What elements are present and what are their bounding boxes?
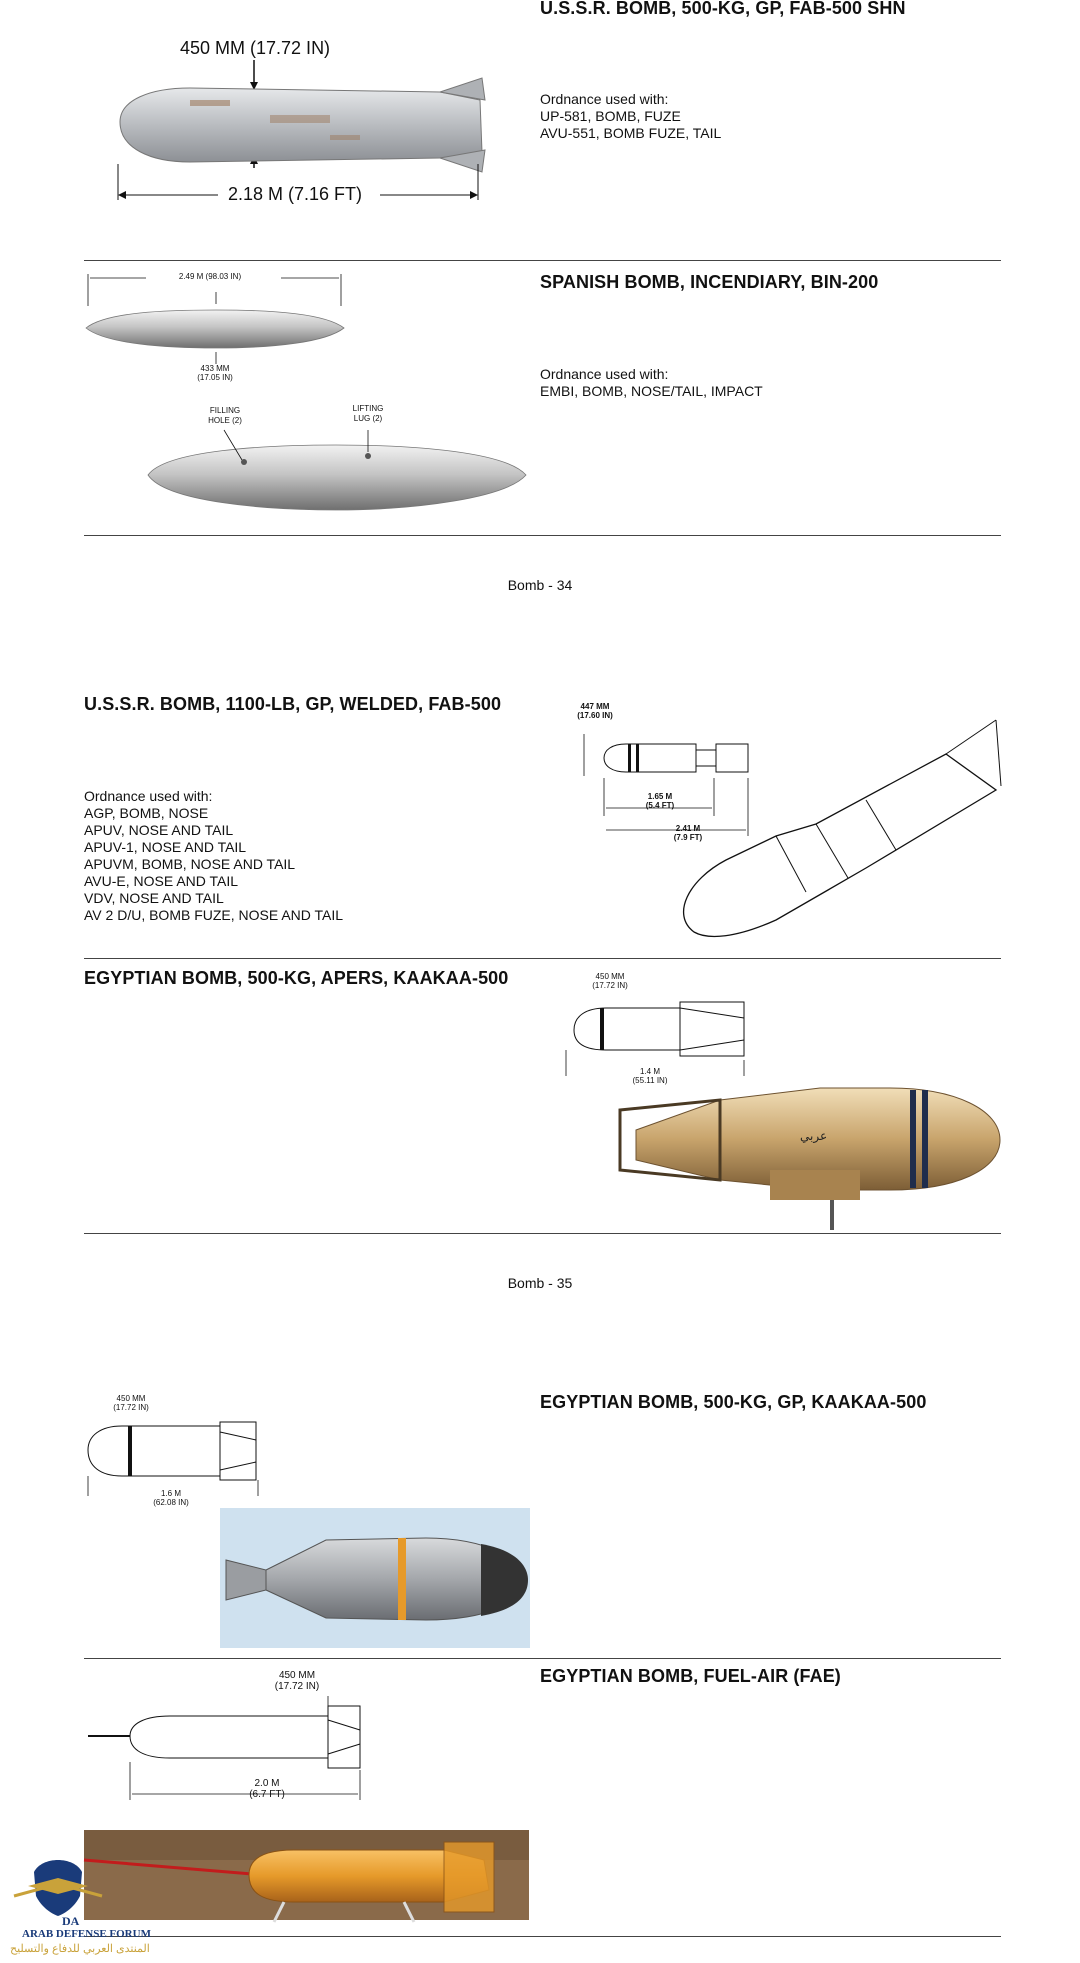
- ordnance-item: AVU-551, BOMB FUZE, TAIL: [540, 125, 722, 141]
- kaakaa500gp-drawing: [86, 1410, 536, 1650]
- bin200-lifting-label-2: LUG (2): [353, 414, 383, 423]
- kaakaa500gp-diameter-1: 450 MM: [116, 1394, 146, 1403]
- section-divider: [84, 1658, 1001, 1659]
- fab500welded-len-a-2: (5.4 FT): [645, 801, 675, 810]
- kaakaa500apers-drawing: [560, 990, 1010, 1230]
- fab500welded-len-b-2: (7.9 FT): [673, 833, 703, 842]
- bin200-diameter-label-2: (17.05 IN): [197, 373, 233, 382]
- fab500shn-photo: [110, 60, 490, 210]
- ordnance-heading: Ordnance used with:: [540, 366, 669, 382]
- fab500welded-diameter-2: (17.60 IN): [577, 711, 613, 720]
- kaakaa500apers-length-1: 1.4 M: [639, 1067, 660, 1076]
- ordnance-heading: Ordnance used with:: [84, 788, 213, 804]
- ordnance-item: UP-581, BOMB, FUZE: [540, 108, 681, 124]
- kaakaa500gp-diameter-2: (17.72 IN): [113, 1403, 149, 1412]
- svg-text:‏عربي‏: ‏عربي‏: [800, 1129, 828, 1143]
- ordnance-item: APUV-1, NOSE AND TAIL: [84, 839, 247, 855]
- section-divider: [84, 958, 1001, 959]
- ordnance-item: AV 2 D/U, BOMB FUZE, NOSE AND TAIL: [84, 907, 344, 923]
- fab500welded-len-a-1: 1.65 M: [647, 792, 673, 801]
- fab500shn-ordnance: [540, 91, 721, 142]
- bin200-ordnance: [540, 366, 763, 400]
- fab500welded-drawing: [576, 720, 1006, 940]
- fab500shn-length-label: 2.18 M (7.16 FT): [228, 184, 363, 204]
- fae-diameter-2: (17.72 IN): [274, 1681, 320, 1692]
- page-number: Bomb - 35: [507, 1275, 573, 1291]
- forum-logo-name: ARAB DEFENSE FORUM: [22, 1928, 151, 1940]
- section-divider: [84, 260, 1001, 261]
- ordnance-item: VDV, NOSE AND TAIL: [84, 890, 224, 906]
- fae-length-2: (6.7 FT): [249, 1789, 285, 1800]
- bin200-diameter-label-1: 433 MM: [200, 364, 230, 373]
- ordnance-item: APUVM, BOMB, NOSE AND TAIL: [84, 856, 296, 872]
- fab500welded-diameter-1: 447 MM: [580, 702, 610, 711]
- kaakaa500apers-title: EGYPTIAN BOMB, 500-KG, APERS, KAAKAA-500: [84, 968, 509, 988]
- ordnance-heading: Ordnance used with:: [540, 91, 669, 107]
- fae-drawing: [84, 1690, 534, 1930]
- kaakaa500apers-length-2: (55.11 IN): [632, 1076, 668, 1085]
- forum-logo-arabic: المنتدى العربي للدفاع والتسليح: [10, 1943, 150, 1955]
- fab500shn-title: U.S.S.R. BOMB, 500-KG, GP, FAB-500 SHN: [540, 0, 906, 18]
- kaakaa500apers-diameter-1: 450 MM: [595, 972, 625, 981]
- section-divider: [84, 1233, 1001, 1234]
- page-number: Bomb - 34: [507, 577, 573, 593]
- bin200-length-label: 2.49 M (98.03 IN): [178, 272, 242, 281]
- bin200-filling-label-2: HOLE (2): [208, 416, 242, 425]
- kaakaa500gp-title: EGYPTIAN BOMB, 500-KG, GP, KAAKAA-500: [540, 1392, 927, 1412]
- bin200-lifting-label-1: LIFTING: [352, 404, 384, 413]
- ordnance-item: APUV, NOSE AND TAIL: [84, 822, 234, 838]
- kaakaa500gp-length-1: 1.6 M: [160, 1489, 181, 1498]
- fab500welded-len-b-1: 2.41 M: [675, 824, 701, 833]
- bin200-title: SPANISH BOMB, INCENDIARY, BIN-200: [540, 272, 879, 292]
- fab500welded-title: U.S.S.R. BOMB, 1100-LB, GP, WELDED, FAB-500: [84, 694, 502, 714]
- fab500welded-ordnance: [84, 788, 343, 924]
- forum-logo-initials: DA: [62, 1914, 80, 1928]
- section-divider: [84, 535, 1001, 536]
- bin200-filling-label-1: FILLING: [209, 406, 241, 415]
- fab500shn-diameter-label: 450 MM (17.72 IN): [180, 38, 331, 58]
- kaakaa500gp-length-2: (62.08 IN): [153, 1498, 189, 1507]
- ordnance-item: AGP, BOMB, NOSE: [84, 805, 209, 821]
- kaakaa500apers-diameter-2: (17.72 IN): [592, 981, 628, 990]
- section-divider: [84, 1936, 1001, 1937]
- ordnance-item: EMBI, BOMB, NOSE/TAIL, IMPACT: [540, 383, 763, 399]
- ordnance-item: AVU-E, NOSE AND TAIL: [84, 873, 239, 889]
- fae-diameter-1: 450 MM: [278, 1670, 316, 1681]
- bin200-drawing: [86, 270, 536, 520]
- fae-title: EGYPTIAN BOMB, FUEL-AIR (FAE): [540, 1666, 841, 1686]
- forum-logo-icon: [8, 1856, 108, 1926]
- fae-length-1: 2.0 M: [254, 1778, 280, 1789]
